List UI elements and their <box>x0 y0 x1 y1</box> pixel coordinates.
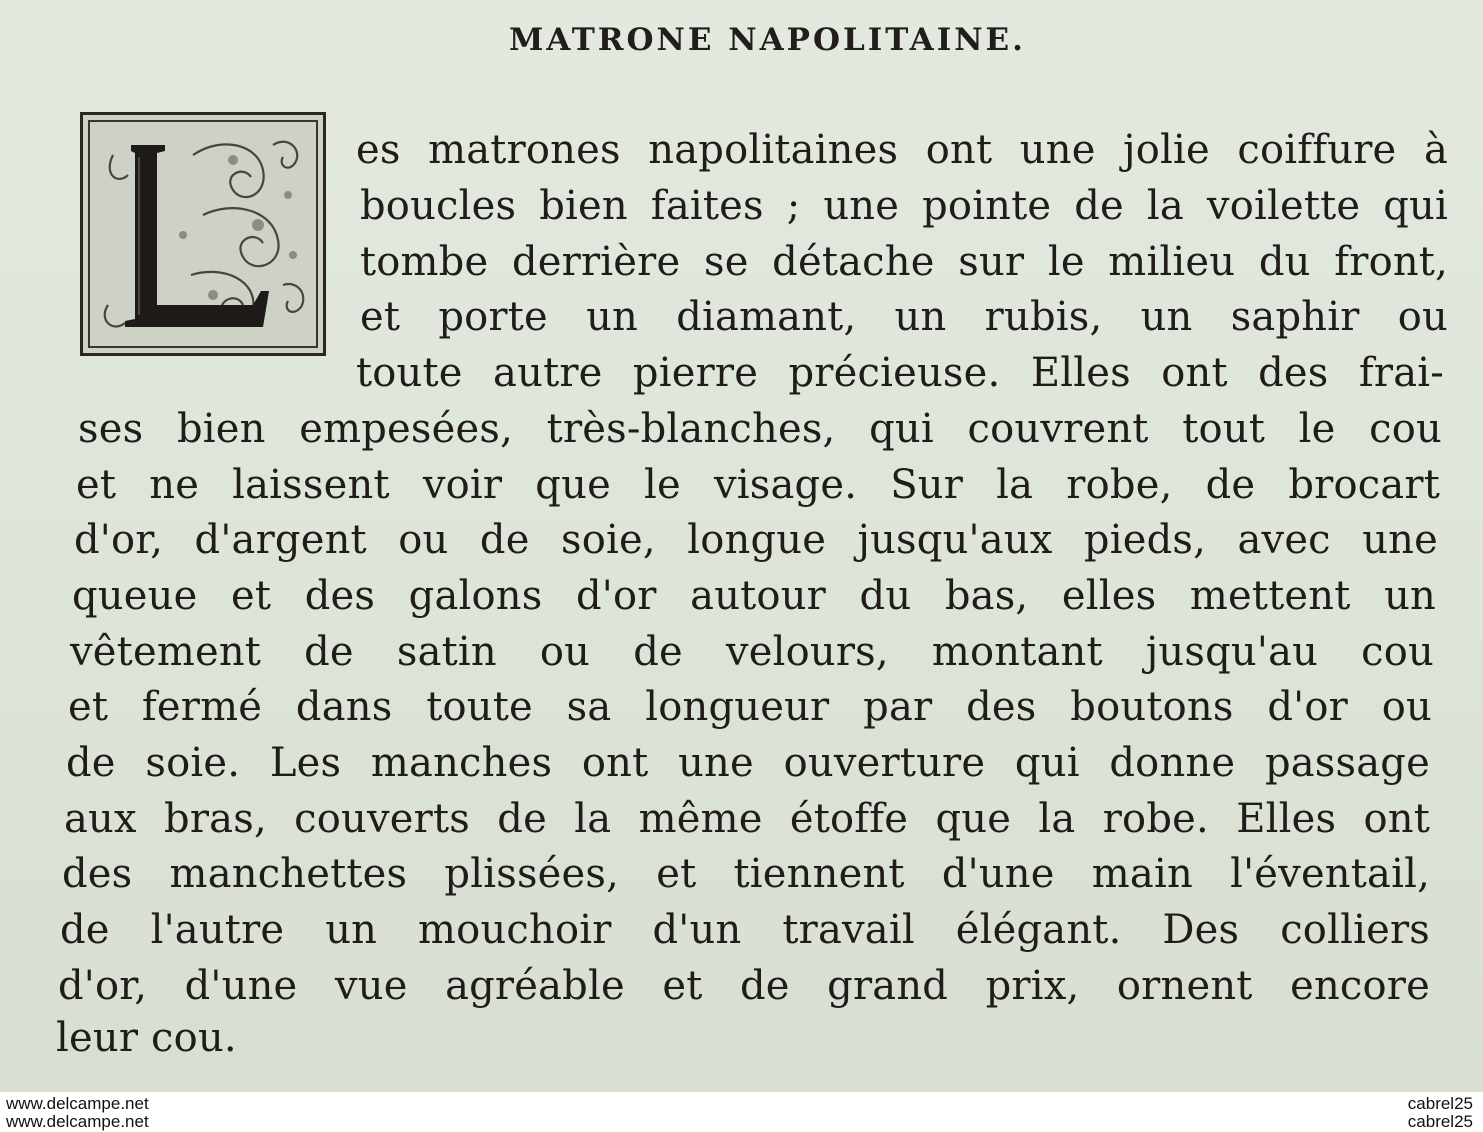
text-line: et ne laissent voir que le visage. Sur la robe, de brocart <box>76 462 1440 508</box>
text-line: et porte un diamant, un rubis, un saphir ou <box>360 294 1448 340</box>
text-line: toute autre pierre précieuse. Elles ont des frai- <box>356 350 1444 396</box>
text-line: d'or, d'une vue agréable et de grand prix, ornent encore <box>58 963 1430 1009</box>
site-credit: www.delcampe.net <box>6 1094 149 1113</box>
text-line: et fermé dans toute sa longueur par des boutons d'or ou <box>68 684 1432 730</box>
seller-credit: cabrel25 <box>1407 1112 1473 1131</box>
text-line: des manchettes plissées, et tiennent d'une main l'éventail, <box>62 851 1430 897</box>
text-line: d'or, d'argent ou de soie, longue jusqu'aux pieds, avec une <box>74 517 1438 563</box>
watermark-footer <box>0 1092 1483 1132</box>
text-line: de soie. Les manches ont une ouverture qui donne passage <box>66 740 1430 786</box>
text-line: de l'autre un mouchoir d'un travail élégant. Des colliers <box>60 907 1430 953</box>
text-line: ses bien empesées, très-blanches, qui couvrent tout le cou <box>78 406 1442 452</box>
text-line: leur cou. <box>56 1015 237 1061</box>
text-line: queue et des galons d'or autour du bas, elles mettent un <box>72 573 1436 619</box>
page-title: MATRONE NAPOLITAINE. <box>509 22 1026 58</box>
text-line: aux bras, couverts de la même étoffe que la robe. Elles ont <box>64 796 1430 842</box>
text-line: boucles bien faites ; une pointe de la voilette qui <box>360 183 1448 229</box>
seller-credit: cabrel25 <box>1407 1094 1473 1113</box>
text-line: vêtement de satin ou de velours, montant jusqu'au cou <box>70 629 1434 675</box>
text-line: tombe derrière se détache sur le milieu du front, <box>360 239 1448 285</box>
text-line: es matrones napolitaines ont une jolie coiffure à <box>356 127 1448 173</box>
site-credit: www.delcampe.net <box>6 1112 149 1131</box>
